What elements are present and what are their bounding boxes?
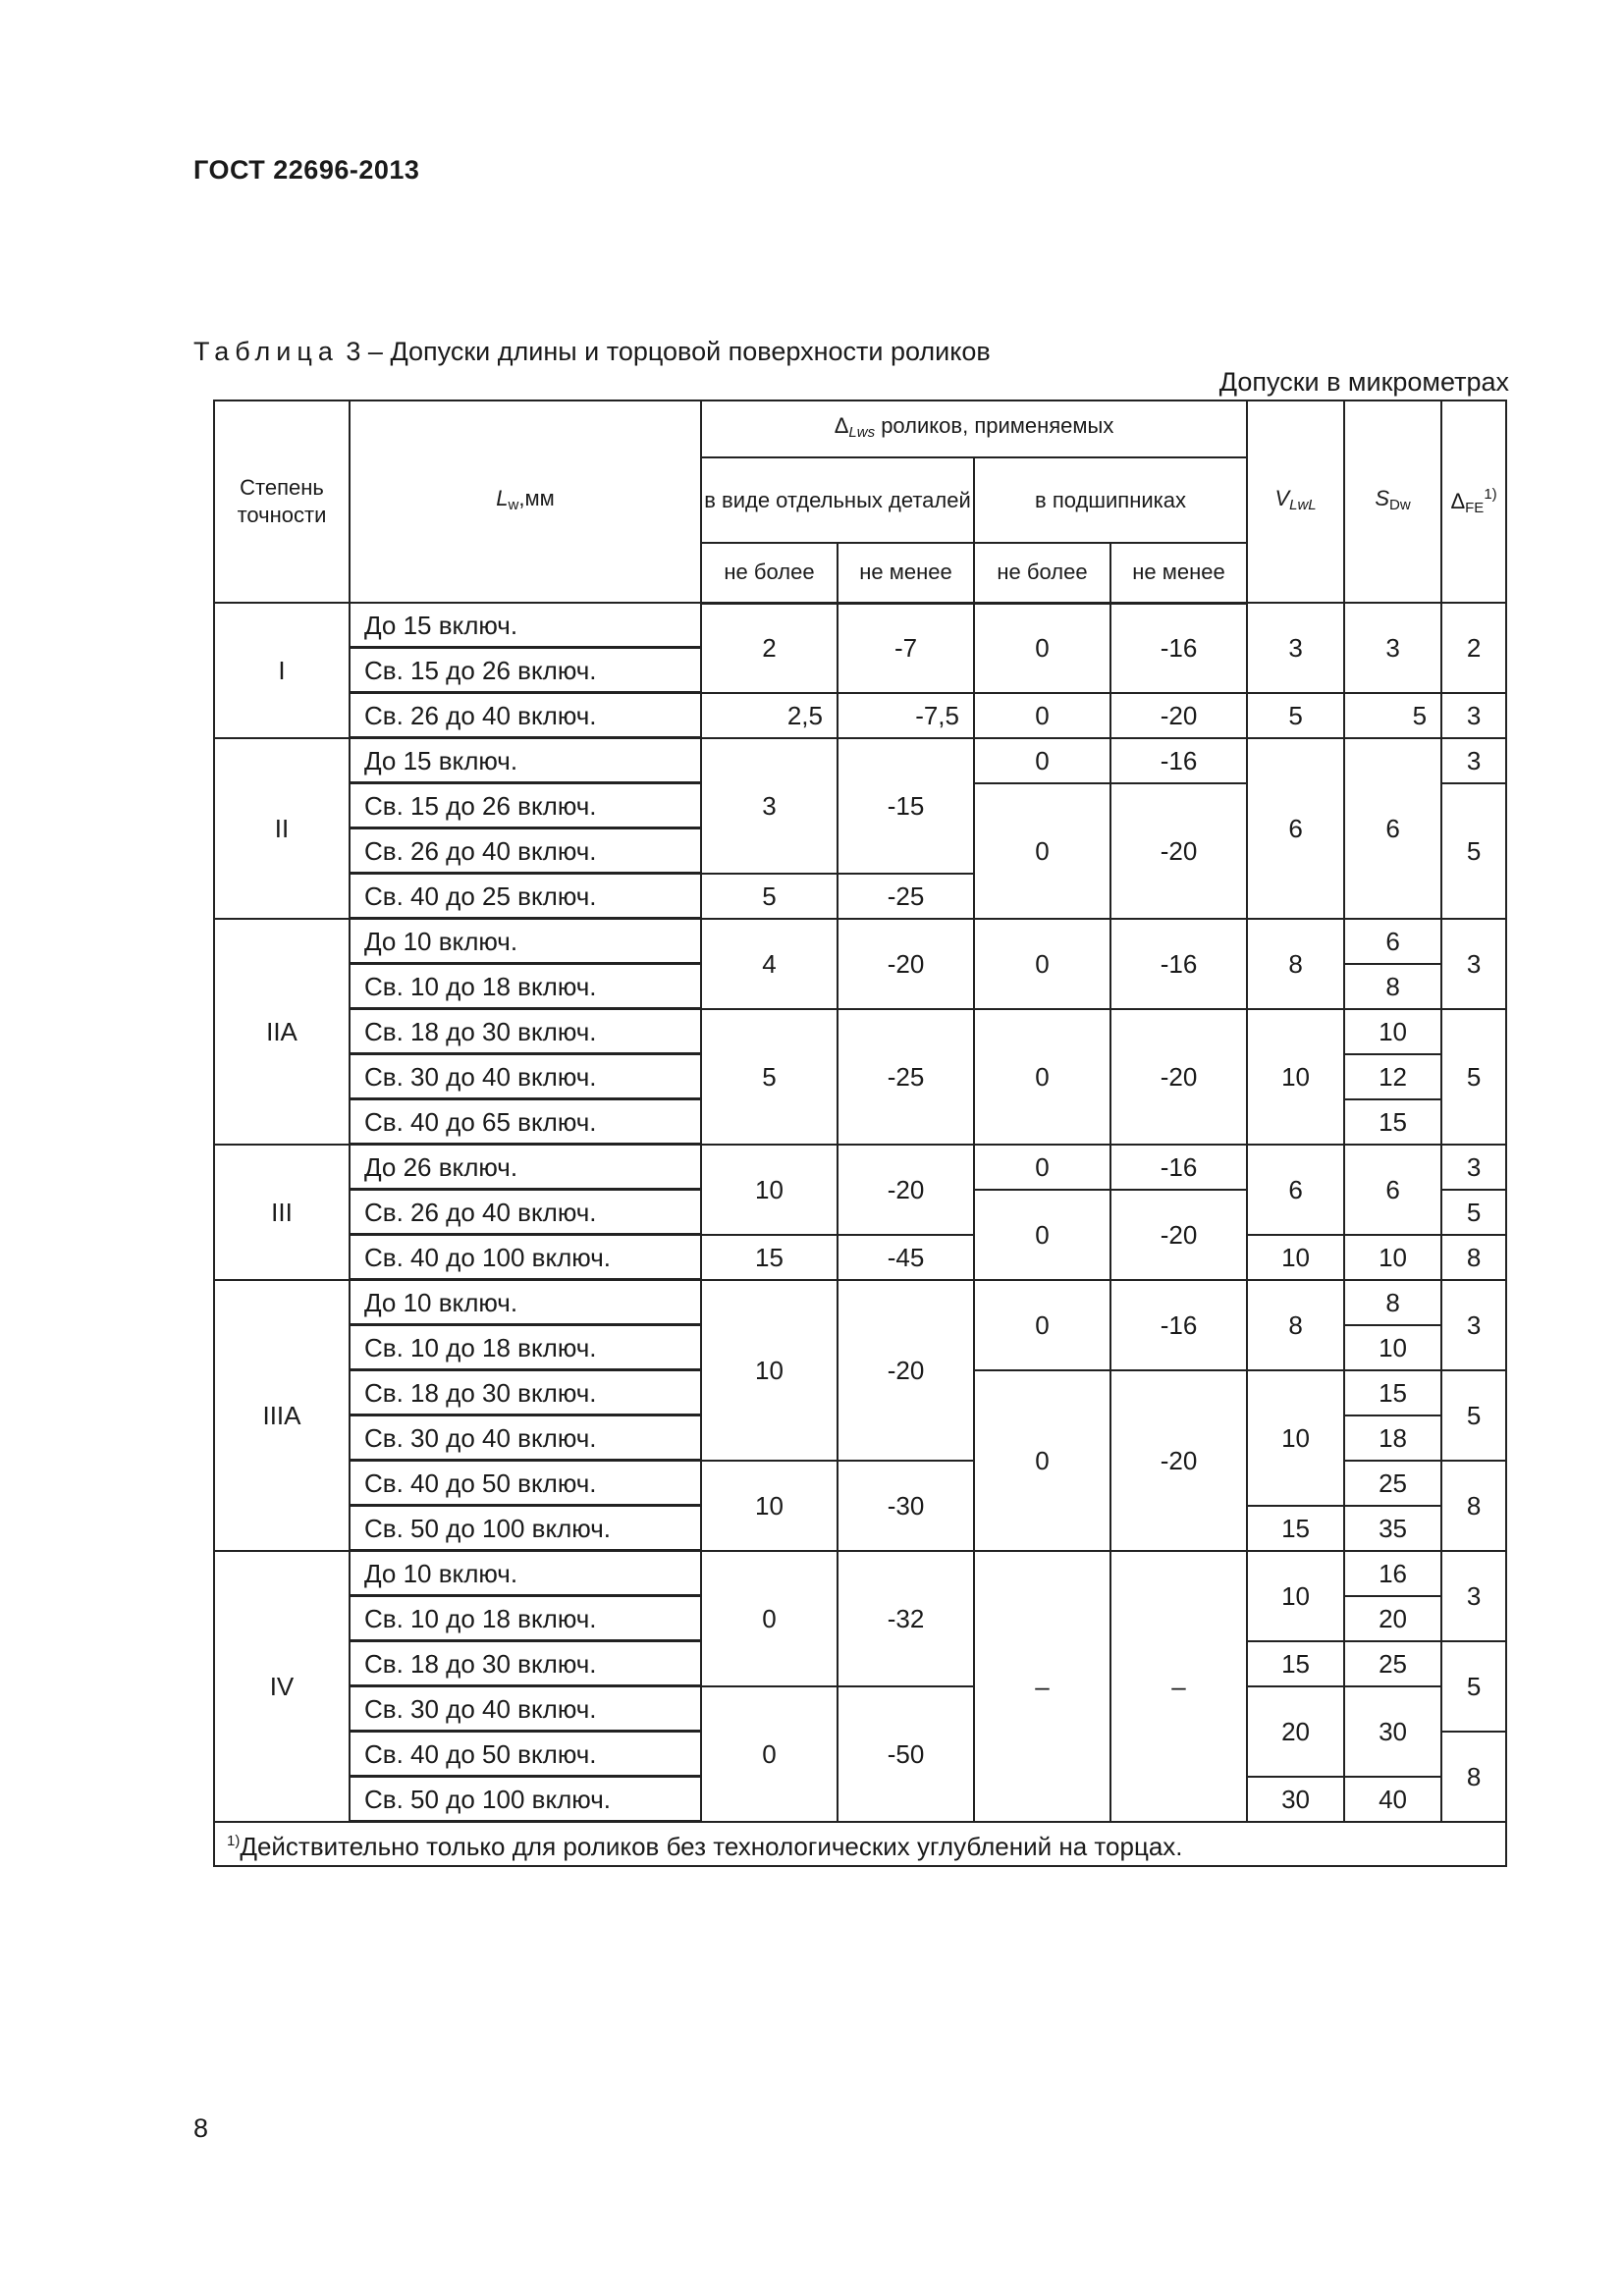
document-header: ГОСТ 22696-2013 bbox=[193, 155, 420, 185]
table-cell: 10 bbox=[1247, 1370, 1344, 1506]
table-cell: 3 bbox=[1441, 919, 1506, 1009]
table-cell: 5 bbox=[1441, 1190, 1506, 1235]
table-cell: 3 bbox=[1441, 1145, 1506, 1190]
table-cell: 15 bbox=[1344, 1099, 1441, 1145]
table-cell: 10 bbox=[1344, 1235, 1441, 1280]
table-cell: – bbox=[974, 1551, 1110, 1822]
table-cell: -16 bbox=[1110, 1280, 1247, 1370]
table-cell: -20 bbox=[1110, 1370, 1247, 1551]
length-range-cell: Св. 18 до 30 включ. bbox=[350, 1009, 701, 1054]
grade-cell: IV bbox=[214, 1551, 350, 1822]
table-cell: 10 bbox=[1247, 1009, 1344, 1145]
table-units-note: Допуски в микрометрах bbox=[1218, 367, 1509, 397]
table-cell: 3 bbox=[1441, 738, 1506, 783]
table-cell: 15 bbox=[1344, 1370, 1441, 1415]
table-cell: -20 bbox=[1110, 783, 1247, 919]
table-cell: 0 bbox=[701, 1551, 838, 1686]
table-cell: 30 bbox=[1247, 1777, 1344, 1822]
table-cell: -45 bbox=[838, 1235, 974, 1280]
table-cell: -25 bbox=[838, 1009, 974, 1145]
caption-prefix: Таблица bbox=[193, 337, 339, 366]
table-cell: 8 bbox=[1247, 1280, 1344, 1370]
table-cell: 5 bbox=[1441, 1641, 1506, 1732]
length-range-cell: Св. 50 до 100 включ. bbox=[350, 1506, 701, 1551]
table-cell: 0 bbox=[974, 603, 1110, 693]
length-range-cell: Св. 18 до 30 включ. bbox=[350, 1641, 701, 1686]
header-v-lwl: $V_{LwL}$ bbox=[1247, 400, 1344, 603]
header-delta-fe: $\Delta_{FE}^{1)}$ bbox=[1441, 400, 1506, 603]
table-cell: 3 bbox=[1344, 603, 1441, 693]
length-range-cell: Св. 40 до 50 включ. bbox=[350, 1461, 701, 1506]
length-range-cell: Св. 30 до 40 включ. bbox=[350, 1415, 701, 1461]
length-range-cell: До 15 включ. bbox=[350, 603, 701, 648]
table-footnote bbox=[214, 1822, 1506, 1867]
table-cell: 3 bbox=[1441, 1551, 1506, 1641]
header-not-more: не более bbox=[974, 543, 1110, 603]
table-cell: -20 bbox=[838, 1145, 974, 1235]
header-not-less: не менее bbox=[838, 543, 974, 603]
table-cell: 5 bbox=[1441, 783, 1506, 919]
table-cell: 25 bbox=[1344, 1461, 1441, 1506]
table-cell: -16 bbox=[1110, 738, 1247, 783]
grade-cell: IIА bbox=[214, 919, 350, 1145]
table-cell: 2,5 bbox=[701, 693, 838, 738]
footnote-mark: 1) bbox=[227, 1833, 241, 1849]
table-cell: 15 bbox=[1247, 1506, 1344, 1551]
table-cell: -20 bbox=[838, 1280, 974, 1461]
table-cell: 6 bbox=[1344, 738, 1441, 919]
table-cell: 0 bbox=[974, 1370, 1110, 1551]
length-range-cell: Св. 40 до 100 включ. bbox=[350, 1235, 701, 1280]
table-cell: 10 bbox=[701, 1280, 838, 1461]
table-cell: 0 bbox=[974, 783, 1110, 919]
length-range-cell: Св. 40 до 65 включ. bbox=[350, 1099, 701, 1145]
length-range-cell: Св. 10 до 18 включ. bbox=[350, 964, 701, 1009]
table-cell: -20 bbox=[1110, 1190, 1247, 1280]
header-delta-lws: $\Delta_{Lws}$ роликов, применяемых bbox=[701, 400, 1247, 457]
table-cell: 6 bbox=[1247, 738, 1344, 919]
length-range-cell: До 15 включ. bbox=[350, 738, 701, 783]
table-cell: 10 bbox=[1247, 1551, 1344, 1641]
header-in-bearings: в подшипниках bbox=[974, 457, 1247, 543]
table-cell: 15 bbox=[701, 1235, 838, 1280]
table-cell: -16 bbox=[1110, 603, 1247, 693]
length-range-cell: Св. 18 до 30 включ. bbox=[350, 1370, 701, 1415]
table-cell: 5 bbox=[701, 874, 838, 919]
table-caption bbox=[193, 337, 991, 367]
table-cell: 5 bbox=[1441, 1009, 1506, 1145]
table-cell: 3 bbox=[1441, 1280, 1506, 1370]
tolerance-table bbox=[213, 400, 1507, 1867]
table-cell: 10 bbox=[701, 1461, 838, 1551]
table-cell: 0 bbox=[974, 919, 1110, 1009]
table-cell: -16 bbox=[1110, 919, 1247, 1009]
header-not-less: не менее bbox=[1110, 543, 1247, 603]
table-cell: 20 bbox=[1344, 1596, 1441, 1641]
length-range-cell: Св. 15 до 26 включ. bbox=[350, 648, 701, 693]
table-cell: 0 bbox=[701, 1686, 838, 1822]
table-cell: 6 bbox=[1344, 1145, 1441, 1235]
table-cell: 2 bbox=[1441, 603, 1506, 693]
length-range-cell: Св. 26 до 40 включ. bbox=[350, 1190, 701, 1235]
table-cell: 5 bbox=[1441, 1370, 1506, 1461]
length-range-cell: Св. 15 до 26 включ. bbox=[350, 783, 701, 828]
table-cell: -15 bbox=[838, 738, 974, 874]
table-cell: 4 bbox=[701, 919, 838, 1009]
table-cell: 2 bbox=[701, 603, 838, 693]
table-cell: 3 bbox=[701, 738, 838, 874]
length-range-cell: До 26 включ. bbox=[350, 1145, 701, 1190]
table-cell: -30 bbox=[838, 1461, 974, 1551]
table-cell: -7,5 bbox=[838, 693, 974, 738]
table-cell: 8 bbox=[1344, 964, 1441, 1009]
table-cell: 0 bbox=[974, 738, 1110, 783]
table-cell: 5 bbox=[701, 1009, 838, 1145]
header-separate-parts: в виде отдельных деталей bbox=[701, 457, 974, 543]
table-cell: 3 bbox=[1441, 693, 1506, 738]
grade-cell: III bbox=[214, 1145, 350, 1280]
table-cell: 10 bbox=[1344, 1009, 1441, 1054]
table-cell: 6 bbox=[1344, 919, 1441, 964]
length-range-cell: Св. 40 до 25 включ. bbox=[350, 874, 701, 919]
table-cell: 40 bbox=[1344, 1777, 1441, 1822]
length-range-cell: До 10 включ. bbox=[350, 1280, 701, 1325]
table-cell: 35 bbox=[1344, 1506, 1441, 1551]
length-range-cell: Св. 10 до 18 включ. bbox=[350, 1596, 701, 1641]
table-cell: 3 bbox=[1247, 603, 1344, 693]
grade-cell: IIIА bbox=[214, 1280, 350, 1551]
table-cell: – bbox=[1110, 1551, 1247, 1822]
table-cell: 10 bbox=[1247, 1235, 1344, 1280]
length-range-cell: Св. 30 до 40 включ. bbox=[350, 1686, 701, 1732]
table-cell: 0 bbox=[974, 693, 1110, 738]
table-cell: 30 bbox=[1344, 1686, 1441, 1777]
caption-number: 3 bbox=[346, 337, 361, 366]
table-cell: -20 bbox=[1110, 693, 1247, 738]
table-cell: 5 bbox=[1247, 693, 1344, 738]
length-range-cell: Св. 40 до 50 включ. bbox=[350, 1732, 701, 1777]
table-cell: 8 bbox=[1247, 919, 1344, 1009]
table-cell: 8 bbox=[1344, 1280, 1441, 1325]
table-cell: 0 bbox=[974, 1280, 1110, 1370]
length-range-cell: Св. 10 до 18 включ. bbox=[350, 1325, 701, 1370]
table-cell: 8 bbox=[1441, 1732, 1506, 1822]
length-range-cell: До 10 включ. bbox=[350, 1551, 701, 1596]
table-cell: -50 bbox=[838, 1686, 974, 1822]
table-cell: -25 bbox=[838, 874, 974, 919]
table-cell: 5 bbox=[1344, 693, 1441, 738]
length-range-cell: До 10 включ. bbox=[350, 919, 701, 964]
table-cell: 12 bbox=[1344, 1054, 1441, 1099]
grade-cell: II bbox=[214, 738, 350, 919]
caption-text: – Допуски длины и торцовой поверхности роликов bbox=[360, 337, 991, 366]
length-range-cell: Св. 50 до 100 включ. bbox=[350, 1777, 701, 1822]
length-range-cell: Св. 26 до 40 включ. bbox=[350, 693, 701, 738]
length-range-cell: Св. 30 до 40 включ. bbox=[350, 1054, 701, 1099]
footnote-text: Действительно только для роликов без технологических углублений на торцах. bbox=[240, 1832, 1183, 1861]
grade-cell: I bbox=[214, 603, 350, 738]
table-cell: -20 bbox=[838, 919, 974, 1009]
table-cell: 16 bbox=[1344, 1551, 1441, 1596]
table-cell: 20 bbox=[1247, 1686, 1344, 1777]
table-cell: 10 bbox=[1344, 1325, 1441, 1370]
table-cell: -20 bbox=[1110, 1009, 1247, 1145]
table-cell: 0 bbox=[974, 1009, 1110, 1145]
header-length: $L_w,мм$ bbox=[350, 400, 701, 603]
header-not-more: не более bbox=[701, 543, 838, 603]
page-number: 8 bbox=[193, 2113, 209, 2143]
length-range-cell: Св. 26 до 40 включ. bbox=[350, 828, 701, 874]
table-cell: 18 bbox=[1344, 1415, 1441, 1461]
table-cell: 15 bbox=[1247, 1641, 1344, 1686]
table-cell: 25 bbox=[1344, 1641, 1441, 1686]
table-cell: -7 bbox=[838, 603, 974, 693]
table-cell: 8 bbox=[1441, 1235, 1506, 1280]
table-cell: 0 bbox=[974, 1190, 1110, 1280]
table-cell: 8 bbox=[1441, 1461, 1506, 1551]
table-cell: 6 bbox=[1247, 1145, 1344, 1235]
header-grade: Степень точности bbox=[214, 400, 350, 603]
table-cell: -16 bbox=[1110, 1145, 1247, 1190]
table-cell: 10 bbox=[701, 1145, 838, 1235]
table-cell: -32 bbox=[838, 1551, 974, 1686]
table-cell: 0 bbox=[974, 1145, 1110, 1190]
header-s-dw: $S_{Dw}$ bbox=[1344, 400, 1441, 603]
